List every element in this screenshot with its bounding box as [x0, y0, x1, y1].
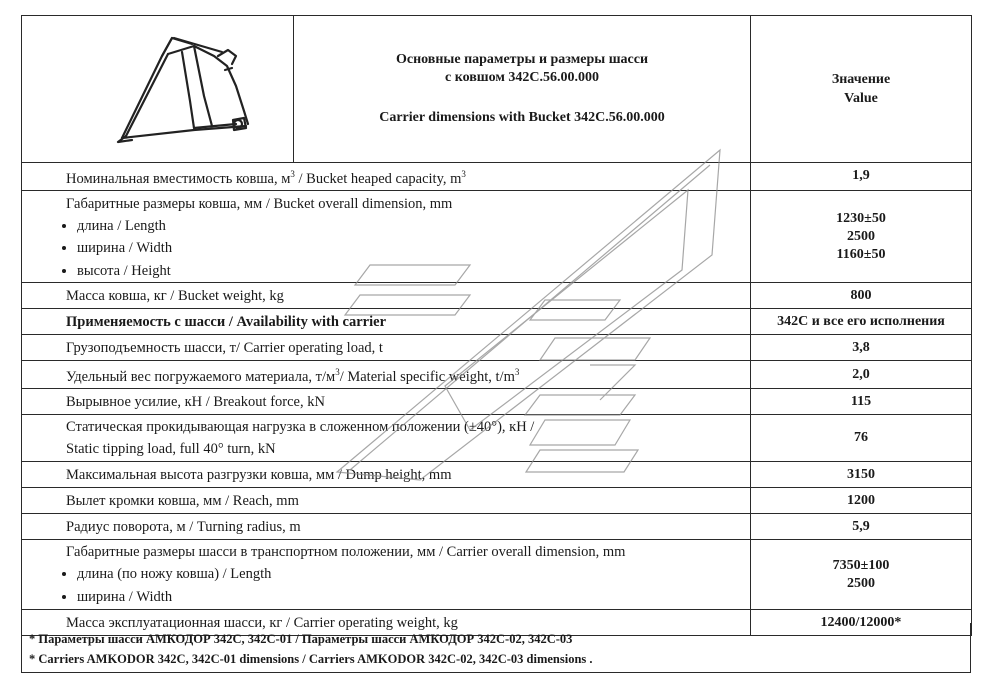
footnote-ru: * Параметры шасси АМКОДОР 342С, 342С-01 / Параметры шасси АМКОДОР 342С-02, 342С-03 — [29, 632, 573, 646]
value-column-header — [751, 16, 972, 163]
row-label: Радиус поворота, м / Turning radius, m — [22, 514, 751, 540]
header-row — [22, 16, 972, 163]
row-value: 342С и все его исполнения — [751, 309, 972, 335]
list-item: • длина (по ножу ковша) / Length — [77, 563, 750, 586]
row-label: Масса эксплуатационная шасси, кг / Carrier operating weight, kg — [22, 610, 751, 636]
value-header-en: Value — [844, 91, 878, 106]
title-ru-line2: с ковшом 342С.56.00.000 — [444, 70, 599, 85]
footnotes — [21, 623, 971, 673]
table-row — [22, 389, 972, 415]
row-label: Удельный вес погружаемого материала, $т/м^3/$ Material specific weight, $t/m^3$ — [22, 361, 751, 389]
table-row — [22, 309, 972, 335]
row-value: 76 — [751, 415, 972, 462]
bucket-drawing-icon — [22, 16, 294, 157]
row-value: 115 — [751, 389, 972, 415]
list-item: • длина / Length — [77, 215, 750, 238]
table-title — [294, 16, 751, 163]
table-row — [22, 190, 972, 283]
table-row — [22, 361, 972, 389]
row-label: Вырывное усилие, кН / Breakout force, kN — [22, 389, 751, 415]
row-value: 1,9 — [751, 163, 972, 191]
row-value: 12400/12000* — [751, 610, 972, 636]
table-row — [22, 283, 972, 309]
row-label: Масса ковша, кг / Bucket weight, kg — [22, 283, 751, 309]
footnote-en: * Carriers AMKODOR 342C, 342C-01 dimensions / Carriers AMKODOR 342C-02, 342C-03 dimensions . — [29, 652, 593, 666]
row-label: Габаритные размеры ковша, мм / Bucket overall dimension, mm • длина / Length • ширина / Width • высота / Height — [22, 190, 751, 283]
bucket-drawing-cell — [22, 16, 294, 163]
row-label: Номинальная вместимость ковша, $м^3$ / Bucket heaped capacity, $m^3$ — [22, 163, 751, 191]
list-item: • высота / Height — [77, 260, 750, 283]
table-row — [22, 540, 972, 610]
table-row — [22, 514, 972, 540]
table-row — [22, 488, 972, 514]
row-value: 3,8 — [751, 335, 972, 361]
value-header-ru: Значение — [831, 72, 891, 87]
table-row — [22, 335, 972, 361]
row-value: 1200 — [751, 488, 972, 514]
list-item: • ширина / Width — [77, 237, 750, 260]
spec-table — [21, 15, 972, 636]
table-row — [22, 415, 972, 462]
row-value: 5,9 — [751, 514, 972, 540]
row-label: Габаритные размеры шасси в транспортном положении, мм / Carrier overall dimension, mm • длина (по ножу ковша) / Length • ширина / Width — [22, 540, 751, 610]
row-label: Максимальная высота разгрузки ковша, мм / Dump height, mm — [22, 462, 751, 488]
row-value: 2,0 — [751, 361, 972, 389]
title-ru-line1: Основные параметры и размеры шасси — [395, 52, 649, 67]
row-value: 1230±50 2500 1160±50 — [751, 190, 972, 283]
row-value: 3150 — [751, 462, 972, 488]
row-label: Вылет кромки ковша, мм / Reach, mm — [22, 488, 751, 514]
title-en: Carrier dimensions with Bucket 342C.56.00.000 — [379, 110, 665, 125]
row-value: 800 — [751, 283, 972, 309]
row-label: Статическая прокидывающая нагрузка в сложенном положении (±40°), кН / Static tipping load, full 40° turn, kN — [22, 415, 751, 462]
table-row — [22, 462, 972, 488]
row-value: 7350±100 2500 — [751, 540, 972, 610]
row-label: Грузоподъемность шасси, т/ Carrier operating load, t — [22, 335, 751, 361]
table-row — [22, 163, 972, 191]
list-item: • ширина / Width — [77, 586, 750, 609]
row-label: Применяемость с шасси / Availability with carrier — [22, 309, 751, 335]
